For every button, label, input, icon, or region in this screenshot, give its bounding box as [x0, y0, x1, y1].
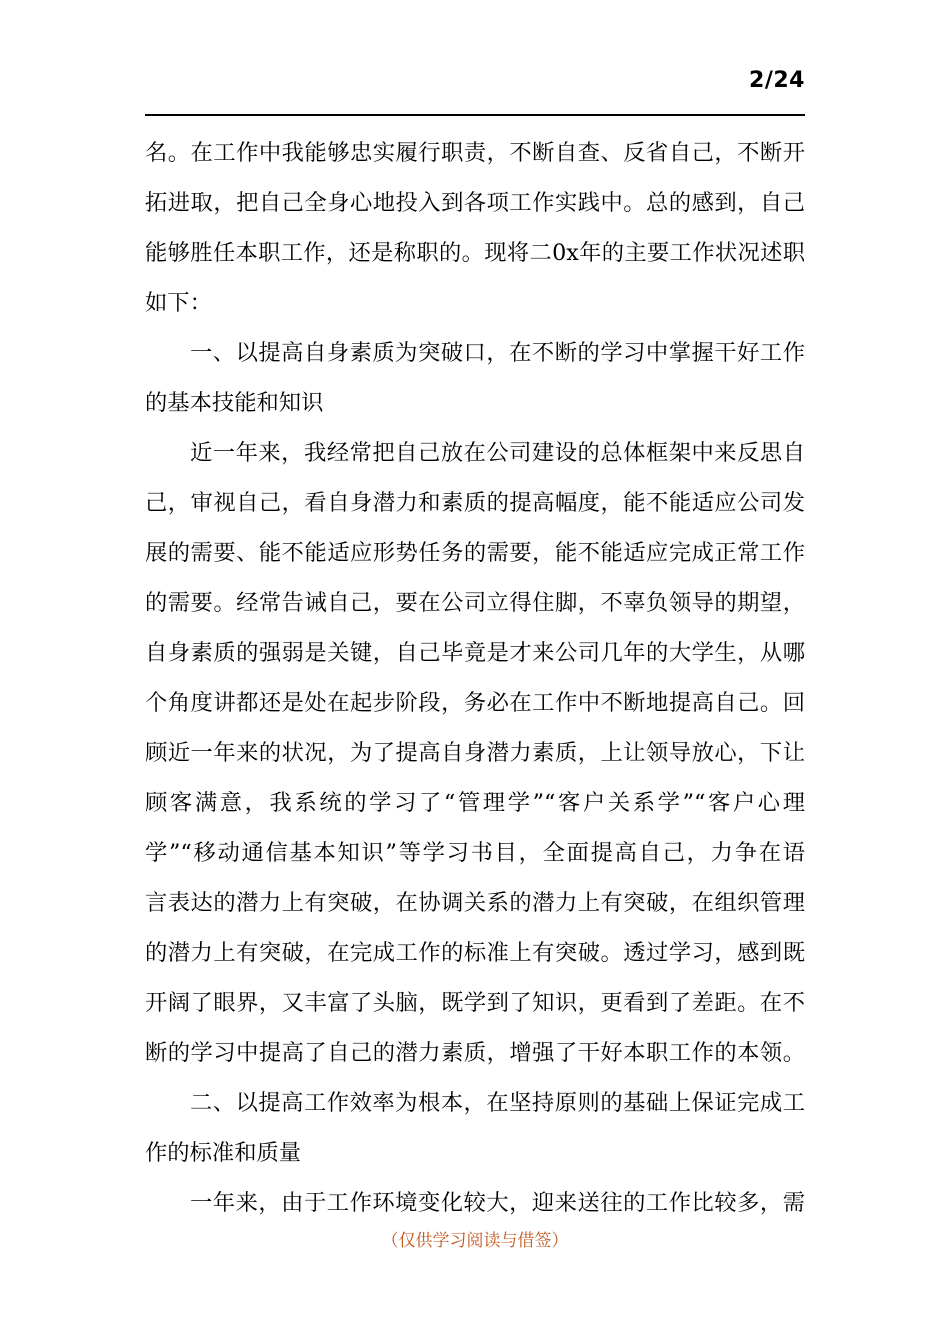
body-line: 近一年来，我经常把自己放在公司建设的总体框架中来反思自	[190, 440, 805, 466]
body-line: 能够胜任本职工作，还是称职的。现将二0x年的主要工作状况述职	[145, 240, 805, 266]
body-line: 断的学习中提高了自己的潜力素质，增强了干好本职工作的本领。	[145, 1040, 805, 1066]
page-number: 2/24	[749, 68, 805, 93]
section-heading-line: 一、以提高自身素质为突破口，在不断的学习中掌握干好工作	[190, 340, 805, 366]
body-line: 顾近一年来的状况，为了提高自身潜力素质，上让领导放心，下让	[145, 740, 805, 766]
footer-note: （仅供学习阅读与借签）	[381, 1231, 569, 1251]
section-heading-line: 二、以提高工作效率为根本，在坚持原则的基础上保证完成工	[190, 1090, 805, 1116]
body-line: 己，审视自己，看自身潜力和素质的提高幅度，能不能适应公司发	[145, 490, 805, 516]
body-line: 的需要。经常告诫自己，要在公司立得住脚，不辜负领导的期望，	[145, 590, 805, 616]
body-line: 如下：	[145, 290, 212, 316]
body-line: 自身素质的强弱是关键，自己毕竟是才来公司几年的大学生，从哪	[145, 640, 805, 666]
body-line: 个角度讲都还是处在起步阶段，务必在工作中不断地提高自己。回	[145, 690, 805, 716]
body-line: 学”“移动通信基本知识”等学习书目，全面提高自己，力争在语	[145, 840, 805, 866]
body-line: 的潜力上有突破，在完成工作的标准上有突破。透过学习，感到既	[145, 940, 805, 966]
body-line: 言表达的潜力上有突破，在协调关系的潜力上有突破，在组织管理	[145, 890, 805, 916]
page-header	[145, 62, 805, 116]
document-body	[145, 128, 805, 1228]
section-heading-line: 作的标准和质量	[145, 1140, 302, 1166]
body-line: 展的需要、能不能适应形势任务的需要，能不能适应完成正常工作	[145, 540, 805, 566]
section-heading-line: 的基本技能和知识	[145, 390, 324, 416]
body-line: 顾客满意，我系统的学习了“管理学”“客户关系学”“客户心理	[145, 790, 805, 816]
body-line: 拓进取，把自己全身心地投入到各项工作实践中。总的感到，自己	[145, 190, 805, 216]
body-line: 开阔了眼界，又丰富了头脑，既学到了知识，更看到了差距。在不	[145, 990, 805, 1016]
body-line: 一年来，由于工作环境变化较大，迎来送往的工作比较多，需	[190, 1190, 805, 1216]
body-line: 名。在工作中我能够忠实履行职责，不断自查、反省自己，不断开	[145, 140, 805, 166]
